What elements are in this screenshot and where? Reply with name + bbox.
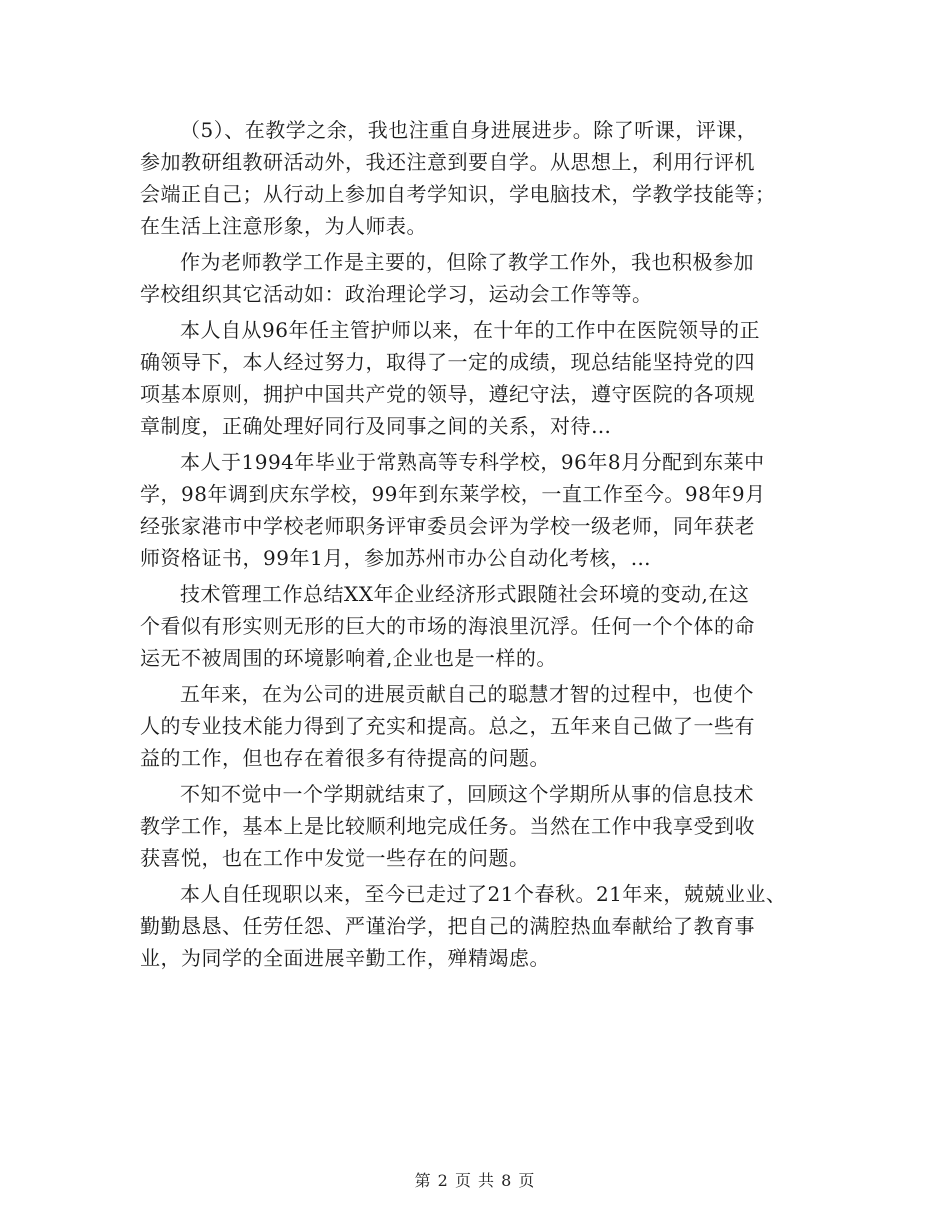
text-line: 章制度，正确处理好同行及同事之间的关系，对待… — [140, 414, 612, 438]
text-line: 五年来，在为公司的进展贡献自己的聪慧才智的过程中，也使个 — [180, 682, 754, 706]
text-line: 业，为同学的全面进展辛勤工作，殚精竭虑。 — [140, 946, 550, 970]
text-line: 参加教研组教研活动外，我还注意到要自学。从思想上，利用行评机 — [140, 150, 755, 174]
text-line: 会端正自己；从行动上参加自考学知识，学电脑技术，学教学技能等； — [140, 182, 776, 206]
document-body — [140, 114, 840, 978]
paragraph-3 — [140, 314, 840, 442]
text-line: 在生活上注意形象，为人师表。 — [140, 214, 427, 238]
text-line: 益的工作，但也存在着很多有待提高的问题。 — [140, 746, 550, 770]
text-line: 本人自任现职以来，至今已走过了21个春秋。21年来，兢兢业业、 — [180, 882, 787, 906]
paragraph-2 — [140, 246, 840, 310]
text-line: 教学工作，基本上是比较顺利地完成任务。当然在工作中我享受到收 — [140, 814, 755, 838]
paragraph-6 — [140, 678, 840, 774]
paragraph-4 — [140, 446, 840, 574]
text-line: 学，98年调到庆东学校，99年到东莱学校，一直工作至今。98年9月 — [140, 482, 766, 506]
page-number-footer: 第 2 页 共 8 页 — [414, 1171, 536, 1190]
text-line: 技术管理工作总结XX年企业经济形式跟随社会环境的变动,在这 — [180, 582, 750, 606]
text-line: 确领导下，本人经过努力，取得了一定的成绩，现总结能坚持党的四 — [140, 350, 755, 374]
text-line: 人的专业技术能力得到了充实和提高。总之，五年来自己做了一些有 — [140, 714, 755, 738]
text-line: 作为老师教学工作是主要的，但除了教学工作外，我也积极参加 — [180, 250, 754, 274]
paragraph-8 — [140, 878, 840, 974]
text-line: 学校组织其它活动如：政治理论学习，运动会工作等等。 — [140, 282, 653, 306]
text-line: 运无不被周围的环境影响着,企业也是一样的。 — [140, 646, 557, 670]
text-line: 个看似有形实则无形的巨大的市场的海浪里沉浮。任何一个个体的命 — [140, 614, 755, 638]
text-line: 师资格证书，99年1月，参加苏州市办公自动化考核，… — [140, 546, 652, 570]
text-line: 勤勤恳恳、任劳任怨、严谨治学，把自己的满腔热血奉献给了教育事 — [140, 914, 755, 938]
text-line: 项基本原则，拥护中国共产党的领导，遵纪守法，遵守医院的各项规 — [140, 382, 755, 406]
text-line: 本人于1994年毕业于常熟高等专科学校，96年8月分配到东莱中 — [180, 450, 765, 474]
paragraph-1 — [140, 114, 840, 242]
text-line: 经张家港市中学校老师职务评审委员会评为学校一级老师，同年获老 — [140, 514, 755, 538]
text-line: 获喜悦，也在工作中发觉一些存在的问题。 — [140, 846, 530, 870]
paragraph-5 — [140, 578, 840, 674]
text-line: （5）、在教学之余，我也注重自身进展进步。除了听课，评课， — [180, 118, 758, 142]
paragraph-7 — [140, 778, 840, 874]
text-line: 不知不觉中一个学期就结束了，回顾这个学期所从事的信息技术 — [180, 782, 754, 806]
text-line: 本人自从96年任主管护师以来，在十年的工作中在医院领导的正 — [180, 318, 760, 342]
